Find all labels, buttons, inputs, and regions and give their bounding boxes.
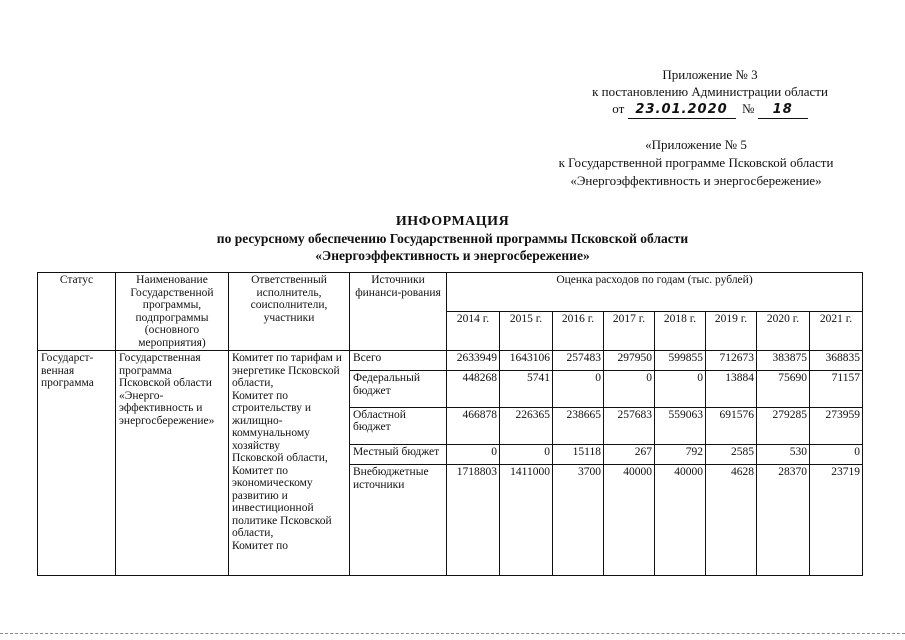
year-header: 2017 г. (604, 312, 655, 351)
cell-value: 279285 (757, 407, 810, 444)
cell-value: 5741 (500, 371, 553, 408)
cell-source: Федеральный бюджет (350, 371, 447, 408)
document-title: ИНФОРМАЦИЯ (395, 214, 510, 229)
cell-value: 257483 (553, 351, 604, 371)
header-row-1 (38, 273, 863, 312)
annex2-line3: «Энергоэффективность и энергосбережение» (570, 173, 822, 188)
cell-value: 238665 (553, 407, 604, 444)
resource-table (37, 272, 863, 576)
header-estimate: Оценка расходов по годам (тыс. рублей) (447, 273, 863, 312)
annex-line2: к постановлению Администрации области (592, 84, 828, 99)
cell-value: 267 (604, 444, 655, 464)
responsible-line: Комитет по строительству и жилищно-коммунальному хозяйству (232, 389, 311, 452)
scan-edge-line (0, 632, 905, 634)
cell-value: 712673 (706, 351, 757, 371)
annex-line1: Приложение № 3 (662, 67, 758, 82)
cell-value: 273959 (810, 407, 863, 444)
cell-value: 0 (500, 444, 553, 464)
cell-value: 23719 (810, 465, 863, 576)
cell-program-name: Государственная программа Псковской области «Энерго-эффективность и энергосбережение» (116, 351, 229, 576)
cell-value: 792 (655, 444, 706, 464)
responsible-line: Комитет по экономическому развитию и инвестиционной политике Псковской области, (232, 464, 332, 539)
cell-value: 297950 (604, 351, 655, 371)
cell-value: 4628 (706, 465, 757, 576)
handwritten-number: 18 (758, 102, 808, 119)
responsible-line: Псковской области, (232, 452, 328, 464)
header-responsible: Ответственный исполнитель, соисполнители, участники (229, 273, 350, 351)
annex-block (560, 66, 860, 119)
cell-value: 368835 (810, 351, 863, 371)
year-header: 2018 г. (655, 312, 706, 351)
handwritten-date: 23.01.2020 (628, 102, 736, 119)
year-header: 2020 г. (757, 312, 810, 351)
year-header: 2014 г. (447, 312, 500, 351)
document-subtitle-1: по ресурсному обеспечению Государственной программы Псковской области (216, 231, 689, 246)
cell-value: 3700 (553, 465, 604, 576)
cell-value: 13884 (706, 371, 757, 408)
document-subtitle-2: «Энергоэффективность и энергосбережение» (315, 248, 590, 263)
year-header: 2015 г. (500, 312, 553, 351)
cell-value: 383875 (757, 351, 810, 371)
cell-value: 0 (810, 444, 863, 464)
year-header: 2021 г. (810, 312, 863, 351)
cell-value: 1411000 (500, 465, 553, 576)
cell-value: 599855 (655, 351, 706, 371)
cell-value: 71157 (810, 371, 863, 408)
number-prefix: № (742, 101, 755, 116)
cell-value: 0 (553, 371, 604, 408)
header-name: Наименование Государственной программы, подпрограммы (основного мероприятия) (116, 273, 229, 351)
responsible-line: Комитет по тарифам и энергетике Псковской области, (232, 352, 342, 389)
cell-value: 226365 (500, 407, 553, 444)
cell-value: 40000 (604, 465, 655, 576)
cell-value: 28370 (757, 465, 810, 576)
cell-value: 0 (447, 444, 500, 464)
cell-source: Внебюджетные источники (350, 465, 447, 576)
cell-value: 257683 (604, 407, 655, 444)
cell-value: 40000 (655, 465, 706, 576)
cell-source: Областной бюджет (350, 407, 447, 444)
cell-status: Государст-венная программа (38, 351, 116, 576)
annex2-block (526, 136, 866, 190)
table-row-total (38, 351, 863, 371)
cell-value: 75690 (757, 371, 810, 408)
annex-date-line (560, 100, 860, 119)
cell-value: 1718803 (447, 465, 500, 576)
year-header: 2019 г. (706, 312, 757, 351)
document-heading (0, 213, 905, 264)
annex2-line2: к Государственной программе Псковской области (558, 155, 834, 170)
annex2-line1: «Приложение № 5 (645, 137, 747, 152)
cell-value: 559063 (655, 407, 706, 444)
cell-value: 448268 (447, 371, 500, 408)
date-prefix: от (612, 101, 625, 116)
cell-value: 0 (604, 371, 655, 408)
cell-value: 2633949 (447, 351, 500, 371)
cell-value: 530 (757, 444, 810, 464)
cell-value: 1643106 (500, 351, 553, 371)
cell-value: 2585 (706, 444, 757, 464)
header-status: Статус (38, 273, 116, 351)
cell-value: 691576 (706, 407, 757, 444)
year-header: 2016 г. (553, 312, 604, 351)
cell-source: Всего (350, 351, 447, 371)
responsible-line: Комитет по (232, 539, 288, 552)
cell-value: 466878 (447, 407, 500, 444)
cell-value: 15118 (553, 444, 604, 464)
header-sources: Источники финанси-рования (350, 273, 447, 351)
cell-value: 0 (655, 371, 706, 408)
cell-source: Местный бюджет (350, 444, 447, 464)
cell-responsible (229, 351, 350, 576)
